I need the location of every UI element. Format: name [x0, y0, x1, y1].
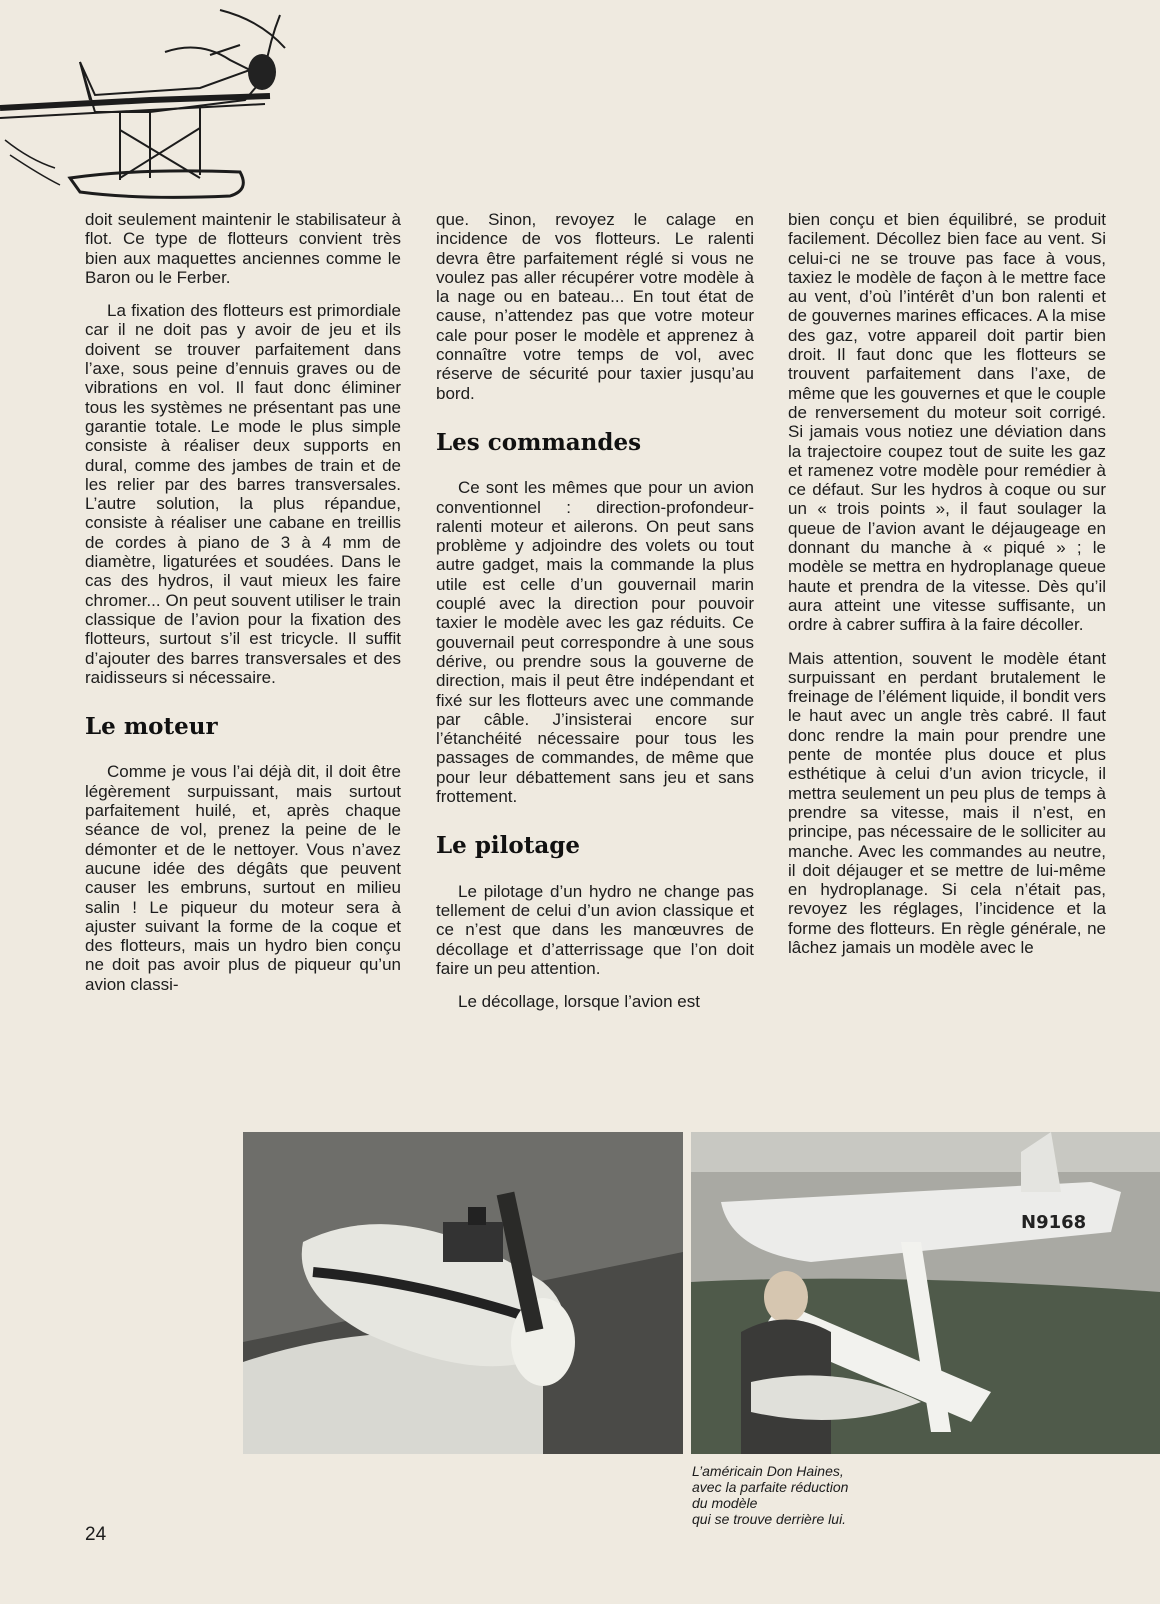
photo-engine-closeup: [243, 1132, 683, 1454]
photo-caption: [692, 1463, 922, 1527]
col2-paragraph-1: que. Sinon, revoyez le calage en incidence de vos flotteurs. Le ralenti devra être parfaitement réglé si vous ne voulez pas aller récupérer votre modèle à la nage ou en bateau... En tout état de cause, n’attendez pas que votre moteur cale pour poser le modèle et apprenez à connaître votre temps de vol, avec réserve de sécurité pour taxier jusqu’au bord.: [436, 210, 754, 403]
heading-le-pilotage: Le pilotage: [436, 832, 580, 860]
column-1: [85, 210, 401, 1008]
col2-paragraph-3: Le pilotage d’un hydro ne change pas tellement de celui d’un avion classique et ce n’est que dans les manœuvres de décollage et d’atterrissage que l’on doit faire un peu attention.: [436, 881, 754, 978]
heading-les-commandes: Les commandes: [436, 428, 642, 456]
col1-paragraph-3: Comme je vous l’ai déjà dit, il doit être légèrement surpuissant, mais surtout parfaitement huilé, et, après chaque séance de vol, prenez la peine de le démonter et de le nettoyer. Vous n’avez aucune idée des dégâts que peuvent causer les embruns, surtout en milieu salin ! Le piqueur du moteur sera à ajuster suivant la forme de la coque et des flotteurs, mais un hydro bien conçu ne doit pas avoir plus de piqueur qu’un avion classi-: [85, 762, 401, 994]
col1-paragraph-2: La fixation des flotteurs est primordiale car il ne doit pas y avoir de jeu et ils doivent se trouver parfaitement dans l’axe, sous peine d’ennuis graves ou de vibrations en vol. Il faut donc éliminer tous les systèmes ne présentant pas une garantie totale. Le mode le plus simple consiste à réaliser deux supports en dural, comme des jambes de train et de les relier par des barres transversales. L’autre solution, la plus répandue, consiste à réaliser une cabane en treillis de cordes à piano de 3 à 4 mm de diamètre, ligaturées et soudées. Dans le cas des hydros, il vaut mieux les faire chromer... On peut souvent utiliser le train classique de l’avion pour la fixation des flotteurs, surtout s’il est tricycle. Il suffit d’ajouter des barres transversales et des raidisseurs si nécessaire.: [85, 301, 401, 687]
col2-paragraph-2: Ce sont les mêmes que pour un avion conventionnel : direction-profondeur-ralenti moteur et ailerons. On peut sans problème y adjoindre des volets ou tout autre gadget, mais la commande la plus utile est celle d’un gouvernail marin couplé avec la direction pour pouvoir taxier le modèle avec les gaz réduits. Ce gouvernail peut correspondre à une sous dérive, ou prendre sous la gouverne de direction, mais il peut être indépendant et fixé sur les flotteurs avec une commande par câble. J’insisterai encore sur l’étanchéité nécessaire pour tous les passages de commandes, de même que pour leur débattement sans jeu et sans frottement.: [436, 478, 754, 807]
caption-line-2: avec la parfaite réduction: [692, 1479, 849, 1495]
photo-don-haines: [691, 1132, 1160, 1454]
column-2: [436, 210, 754, 1025]
col3-paragraph-1: bien conçu et bien équilibré, se produit facilement. Décollez bien face au vent. Si celui-ci ne se trouve pas face à vous, taxiez le modèle de façon à le mettre face au vent, d’où l’intérêt d’un bon ralenti et de gouvernes marines efficaces. A la mise des gaz, votre appareil doit partir bien droit. Il faut donc que les flotteurs se trouvent parfaitement dans l’axe, de même que les gouvernes et que le couple de renversement du moteur soit corrigé. Si jamais vous notiez une déviation dans la trajectoire coupez tout de suite les gaz et ramenez votre modèle pour remédier à ce défaut. Sur les hydros à coque ou sur un « trois points », il faut soulager la queue de l’avion avant le déjaugeage en donnant du manche à « piqué » ; le modèle se mettra en hydroplanage queue haute et prendra de la vitesse. Dès qu’il aura atteint une vitesse suffisante, un ordre à cabrer suffira à la faire décoller.: [788, 210, 1106, 635]
col2-paragraph-4: Le décollage, lorsque l’avion est: [458, 992, 700, 1012]
heading-le-moteur: Le moteur: [85, 713, 218, 741]
col1-paragraph-1: doit seulement maintenir le stabilisateur à flot. Ce type de flotteurs convient très bien aux maquettes anciennes comme le Baron ou le Ferber.: [85, 210, 401, 287]
aircraft-registration: N9168: [1021, 1212, 1087, 1233]
page-number: 24: [85, 1524, 107, 1545]
seaplane-illustration: [0, 0, 330, 215]
caption-line-1: L’américain Don Haines,: [692, 1463, 844, 1479]
column-3: [788, 210, 1106, 971]
caption-line-3: du modèle: [692, 1495, 758, 1511]
col3-paragraph-2: Mais attention, souvent le modèle étant surpuissant en perdant brutalement le freinage de l’élément liquide, il bondit vers le haut avec un angle très cabré. Il faut donc rendre la main pour prendre une pente de montée plus douce et plus esthétique à celui d’un avion tricycle, il mettra seulement un peu plus de temps à prendre sa vitesse, mais il n’est, en principe, pas nécessaire de le solliciter au manche. Avec les commandes au neutre, il doit déjauger et se mettre de lui-même en hydroplanage. Si cela n’était pas, revoyez les réglages, l’incidence et la forme des flotteurs. En règle générale, ne lâchez jamais un modèle avec le: [788, 648, 1106, 957]
caption-line-4: qui se trouve derrière lui.: [692, 1511, 847, 1527]
